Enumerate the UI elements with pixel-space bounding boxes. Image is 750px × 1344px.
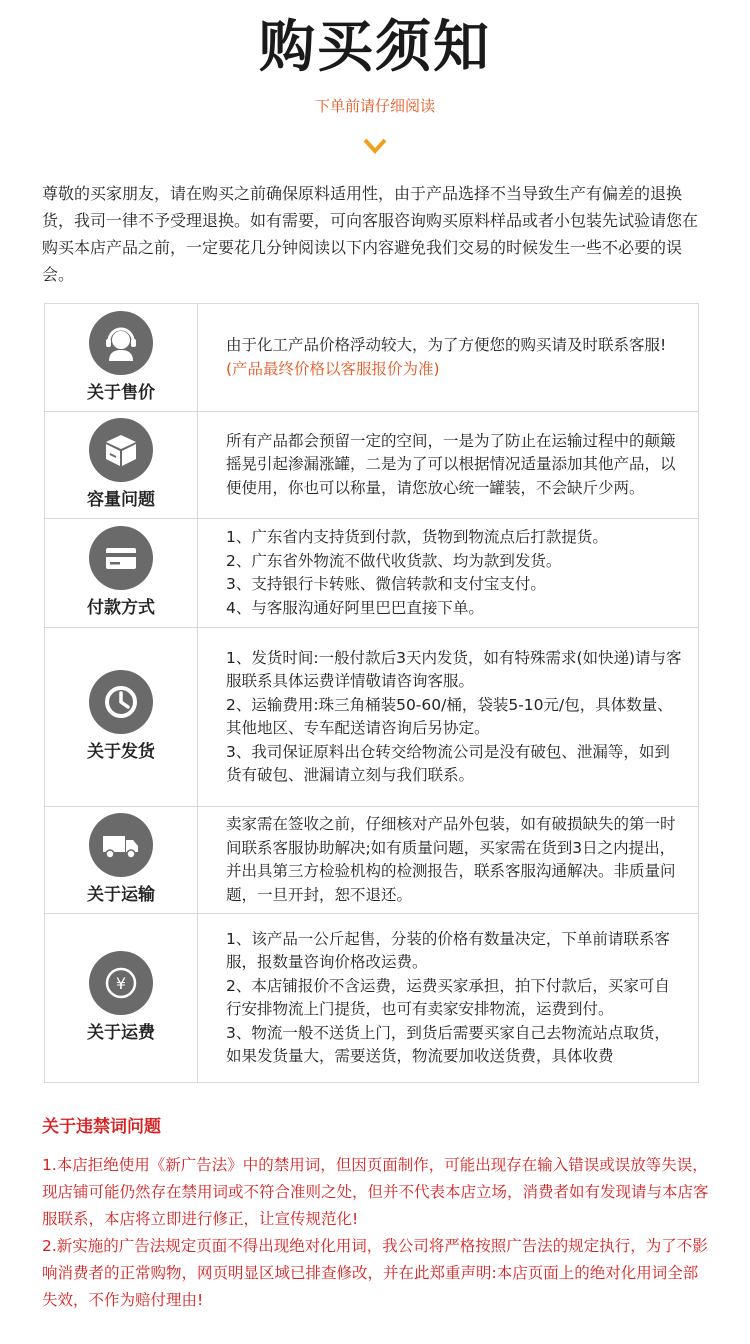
shipping-line: 2、运输费用:珠三角桶装50-60/桶，袋装5-10元/包，具体数量、其他地区、专车配送请咨询后另协定。 [226, 695, 673, 737]
yuan-icon [89, 951, 153, 1015]
table-row-freight [45, 914, 698, 1082]
truck-icon [89, 813, 153, 877]
table-row-shipping [45, 628, 698, 807]
row-content [198, 304, 698, 411]
row-content [198, 628, 698, 806]
row-header [45, 519, 198, 627]
row-label: 关于运输 [87, 885, 155, 905]
row-header [45, 807, 198, 913]
row-label: 容量问题 [87, 490, 155, 510]
intro-paragraph: 尊敬的买家朋友，请在购买之前确保原料适用性，由于产品选择不当导致生产有偏差的退换货，我司一律不予受理退换。如有需要，可向客服咨询购买原料样品或者小包装先试验请您在购买本店产品之前，一定要花几分钟阅读以下内容避免我们交易的时候发生一些不必要的误会。 [42, 184, 699, 284]
row-content [198, 807, 698, 913]
payment-line: 2、广东省外物流不做代收货款、均为款到发货。 [226, 551, 562, 570]
info-table [44, 303, 699, 1083]
row-label: 关于发货 [87, 742, 155, 762]
payment-line: 3、支持银行卡转账、微信转款和支付宝支付。 [226, 575, 546, 593]
notice-title: 关于违禁词问题 [42, 1117, 161, 1137]
shipping-line: 1、发货时间:一般付款后3天内发货，如有特殊需求(如快递)请与客服联系具体运费详情敬请咨询客服。 [226, 648, 682, 690]
table-row-payment [45, 519, 698, 628]
page-subtitle: 下单前请仔细阅读 [314, 97, 435, 115]
capacity-text: 所有产品都会预留一定的空间，一是为了防止在运输过程中的颠簸摇晃引起渗漏涨罐，二是为了可以根据情况适量添加其他产品，以便使用，你也可以称量，请您放心统一罐装，不会缺斤少两。 [226, 431, 676, 497]
page-title: 购买须知 [259, 15, 491, 80]
notice-body [42, 1152, 712, 1314]
shipping-line: 3、我司保证原料出仓转交给物流公司是没有破包、泄漏等，如到货有破包、泄漏请立刻与我们联系。 [226, 742, 670, 784]
row-header [45, 914, 198, 1082]
yuan-glyph: ¥ [115, 974, 127, 993]
customer-service-icon [89, 311, 153, 375]
row-content [198, 412, 698, 518]
table-row-transport [45, 807, 698, 914]
row-content [198, 914, 698, 1082]
chevron-down-icon [362, 136, 388, 156]
box-icon [89, 418, 153, 482]
transport-text: 卖家需在签收之前，仔细核对产品外包装，如有破损缺失的第一时间联系客服协助解决;如有质量问题，买家需在货到3日之内提出，并出具第三方检验机构的检测报告，联系客服沟通解决。非质量问题，一旦开封，恕不退还。 [226, 815, 676, 904]
clock-icon [89, 670, 153, 734]
row-label: 付款方式 [87, 598, 155, 618]
row-header [45, 628, 198, 806]
table-row-capacity [45, 412, 698, 519]
payment-line: 4、与客服沟通好阿里巴巴直接下单。 [226, 598, 484, 617]
freight-line: 1、该产品一公斤起售，分装的价格有数量决定，下单前请联系客服，报数量咨询价格改运费。 [226, 929, 670, 971]
row-label: 关于售价 [87, 382, 155, 403]
freight-line: 2、本店铺报价不含运费，运费买家承担，拍下付款后，买家可自行安排物流上门提货，也可有卖家安排物流，运费到付。 [226, 976, 670, 1018]
price-highlight: (产品最终价格以客服报价为准) [226, 359, 440, 378]
card-icon [89, 526, 153, 590]
row-header [45, 412, 198, 518]
row-label: 关于运费 [87, 1023, 155, 1043]
table-row-price [45, 304, 698, 412]
notice-item: 2.新实施的广告法规定页面不得出现绝对化用词，我公司将严格按照广告法的规定执行，为了不影响消费者的正常购物，网页明显区域已排查修改，并在此郑重声明:本店页面上的绝对化用词全部失效，不作为赔付理由! [42, 1237, 708, 1309]
price-text: 由于化工产品价格浮动较大，为了方便您的购买请及时联系客服! [226, 336, 667, 354]
row-header [45, 304, 198, 411]
freight-line: 3、物流一般不送货上门，到货后需要买家自己去物流站点取货，如果发货量大，需要送货，物流要加收送货费，具体收费 [226, 1023, 670, 1065]
notice-item: 1.本店拒绝使用《新广告法》中的禁用词，但因页面制作，可能出现存在输入错误或误放等失误，现店铺可能仍然存在禁用词或不符合准则之处，但并不代表本店立场，消费者如有发现请与本店客服联系，本店将立即进行修正，让宣传规范化! [42, 1156, 709, 1228]
row-content [198, 519, 698, 627]
payment-line: 1、广东省内支持货到付款，货物到物流点后打款提货。 [226, 528, 608, 546]
